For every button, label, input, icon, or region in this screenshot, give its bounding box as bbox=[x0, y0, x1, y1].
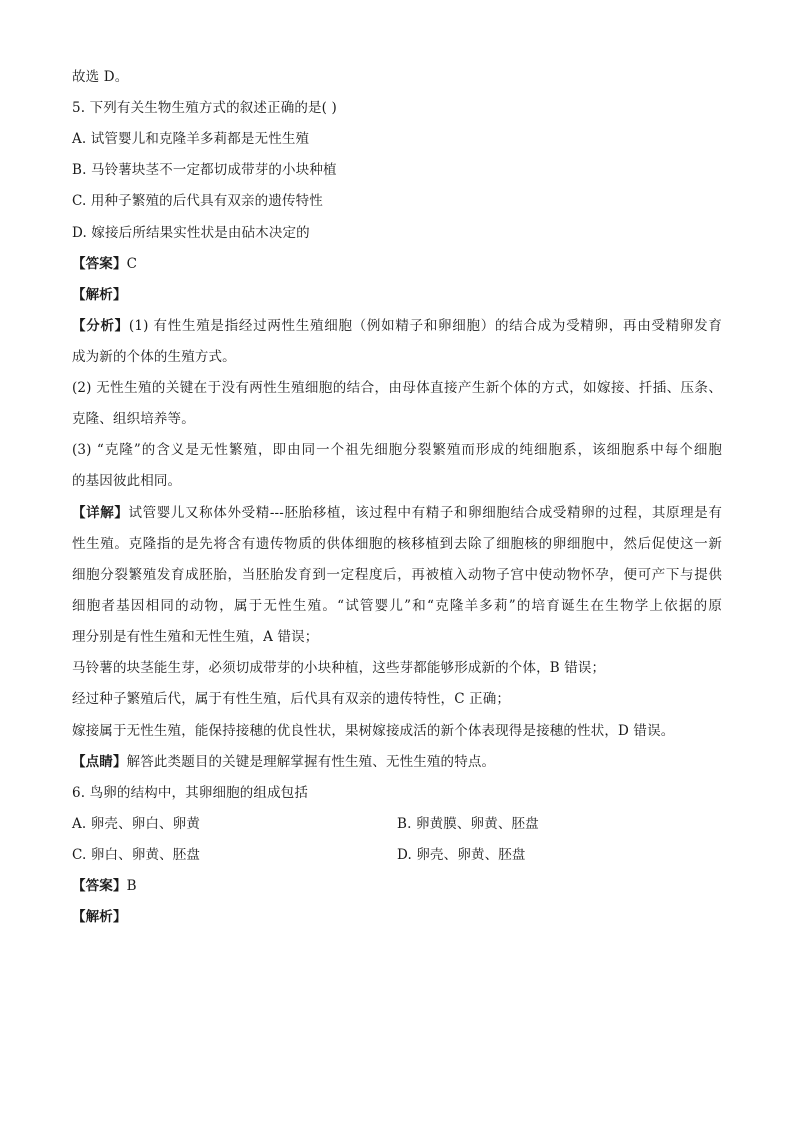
q6-stem: 6. 鸟卵的结构中，其卵细胞的组成包括 bbox=[72, 785, 309, 801]
xiangjie-line-6: 马铃薯的块茎能生芽，必须切成带芽的小块种植，这些芽都能够形成新的个体，B 错误； bbox=[72, 660, 606, 676]
fenxi-line-4: 克隆、组织培养等。 bbox=[72, 411, 195, 427]
answer-tag: 【答案】 bbox=[72, 256, 127, 272]
q6-option-c: C. 卵白、卵黄、胚盘 bbox=[72, 847, 201, 863]
xiangjie-line-2: 性生殖。克隆指的是先将含有遗传物质的供体细胞的核移植到去除了细胞核的卵细胞中，然后促使这一新 bbox=[72, 536, 722, 552]
q6-analysis-heading: 【解析】 bbox=[72, 909, 127, 925]
fenxi-line-3: (2) 无性生殖的关键在于没有两性生殖细胞的结合，由母体直接产生新个体的方式，如嫁接、扦插、压条、 bbox=[72, 380, 722, 396]
xiangjie-line-8: 嫁接属于无性生殖，能保持接穗的优良性状，果树嫁接成活的新个体表现得是接穗的性状，D 错误。 bbox=[72, 723, 675, 739]
answer-value: C bbox=[126, 256, 138, 272]
q5-option-d: D. 嫁接后所结果实性状是由砧木决定的 bbox=[72, 225, 310, 241]
fenxi-text-1: (1) 有性生殖是指经过两性生殖细胞（例如精子和卵细胞）的结合成为受精卵，再由受精卵发育 bbox=[128, 318, 723, 334]
q6-option-a: A. 卵壳、卵白、卵黄 bbox=[72, 816, 200, 832]
xiangjie-line-7: 经过种子繁殖后代，属于有性生殖，后代具有双亲的遗传特性，C 正确； bbox=[72, 691, 511, 707]
xiangjie-line-5: 理分别是有性生殖和无性生殖，A 错误； bbox=[72, 629, 319, 645]
fenxi-line-5: (3) “克隆”的含义是无性繁殖，即由同一个祖先细胞分裂繁殖而形成的纯细胞系，该细胞系中每个细胞 bbox=[72, 442, 722, 458]
q5-answer bbox=[72, 255, 137, 273]
xiangjie-line-4: 细胞者基因相同的动物，属于无性生殖。“试管婴儿”和“克隆羊多莉”的培育诞生在生物学上依据的原 bbox=[72, 598, 722, 614]
q5-option-a: A. 试管婴儿和克隆羊多莉都是无性生殖 bbox=[72, 131, 310, 147]
dianjing-tag: 【点睛】 bbox=[72, 754, 127, 770]
q6-option-d: D. 卵壳、卵黄、胚盘 bbox=[397, 847, 526, 863]
q5-analysis-heading: 【解析】 bbox=[72, 287, 127, 303]
q6-answer bbox=[72, 877, 137, 895]
fenxi-tag: 【分析】 bbox=[72, 318, 129, 334]
q5-stem: 5. 下列有关生物生殖方式的叙述正确的是( ) bbox=[72, 100, 337, 116]
q6-answer-value: B bbox=[126, 878, 137, 894]
q6-answer-tag: 【答案】 bbox=[72, 878, 127, 894]
xiangjie-line-3: 细胞分裂繁殖发育成胚胎，当胚胎发育到一定程度后，再被植入动物子宫中使动物怀孕，便可产下与提供 bbox=[72, 567, 722, 583]
fenxi-line-6: 的基因彼此相同。 bbox=[72, 473, 182, 489]
xiangjie-line-1 bbox=[72, 504, 722, 522]
q5-option-c: C. 用种子繁殖的后代具有双亲的遗传特性 bbox=[72, 193, 323, 209]
previous-conclusion: 故选 D。 bbox=[72, 69, 129, 85]
xiangjie-text-1: 试管婴儿又称体外受精---胚胎移植，该过程中有精子和卵细胞结合成受精卵的过程，其原理是有 bbox=[128, 505, 722, 521]
q6-option-b: B. 卵黄膜、卵黄、胚盘 bbox=[397, 816, 539, 832]
xiangjie-tag: 【详解】 bbox=[72, 505, 129, 521]
dianjing-line bbox=[72, 753, 495, 771]
q5-option-b: B. 马铃薯块茎不一定都切成带芽的小块种植 bbox=[72, 162, 337, 178]
dianjing-text: 解答此类题目的关键是理解掌握有性生殖、无性生殖的特点。 bbox=[126, 754, 496, 770]
fenxi-line-2: 成为新的个体的生殖方式。 bbox=[72, 349, 236, 365]
fenxi-line-1 bbox=[72, 317, 722, 335]
